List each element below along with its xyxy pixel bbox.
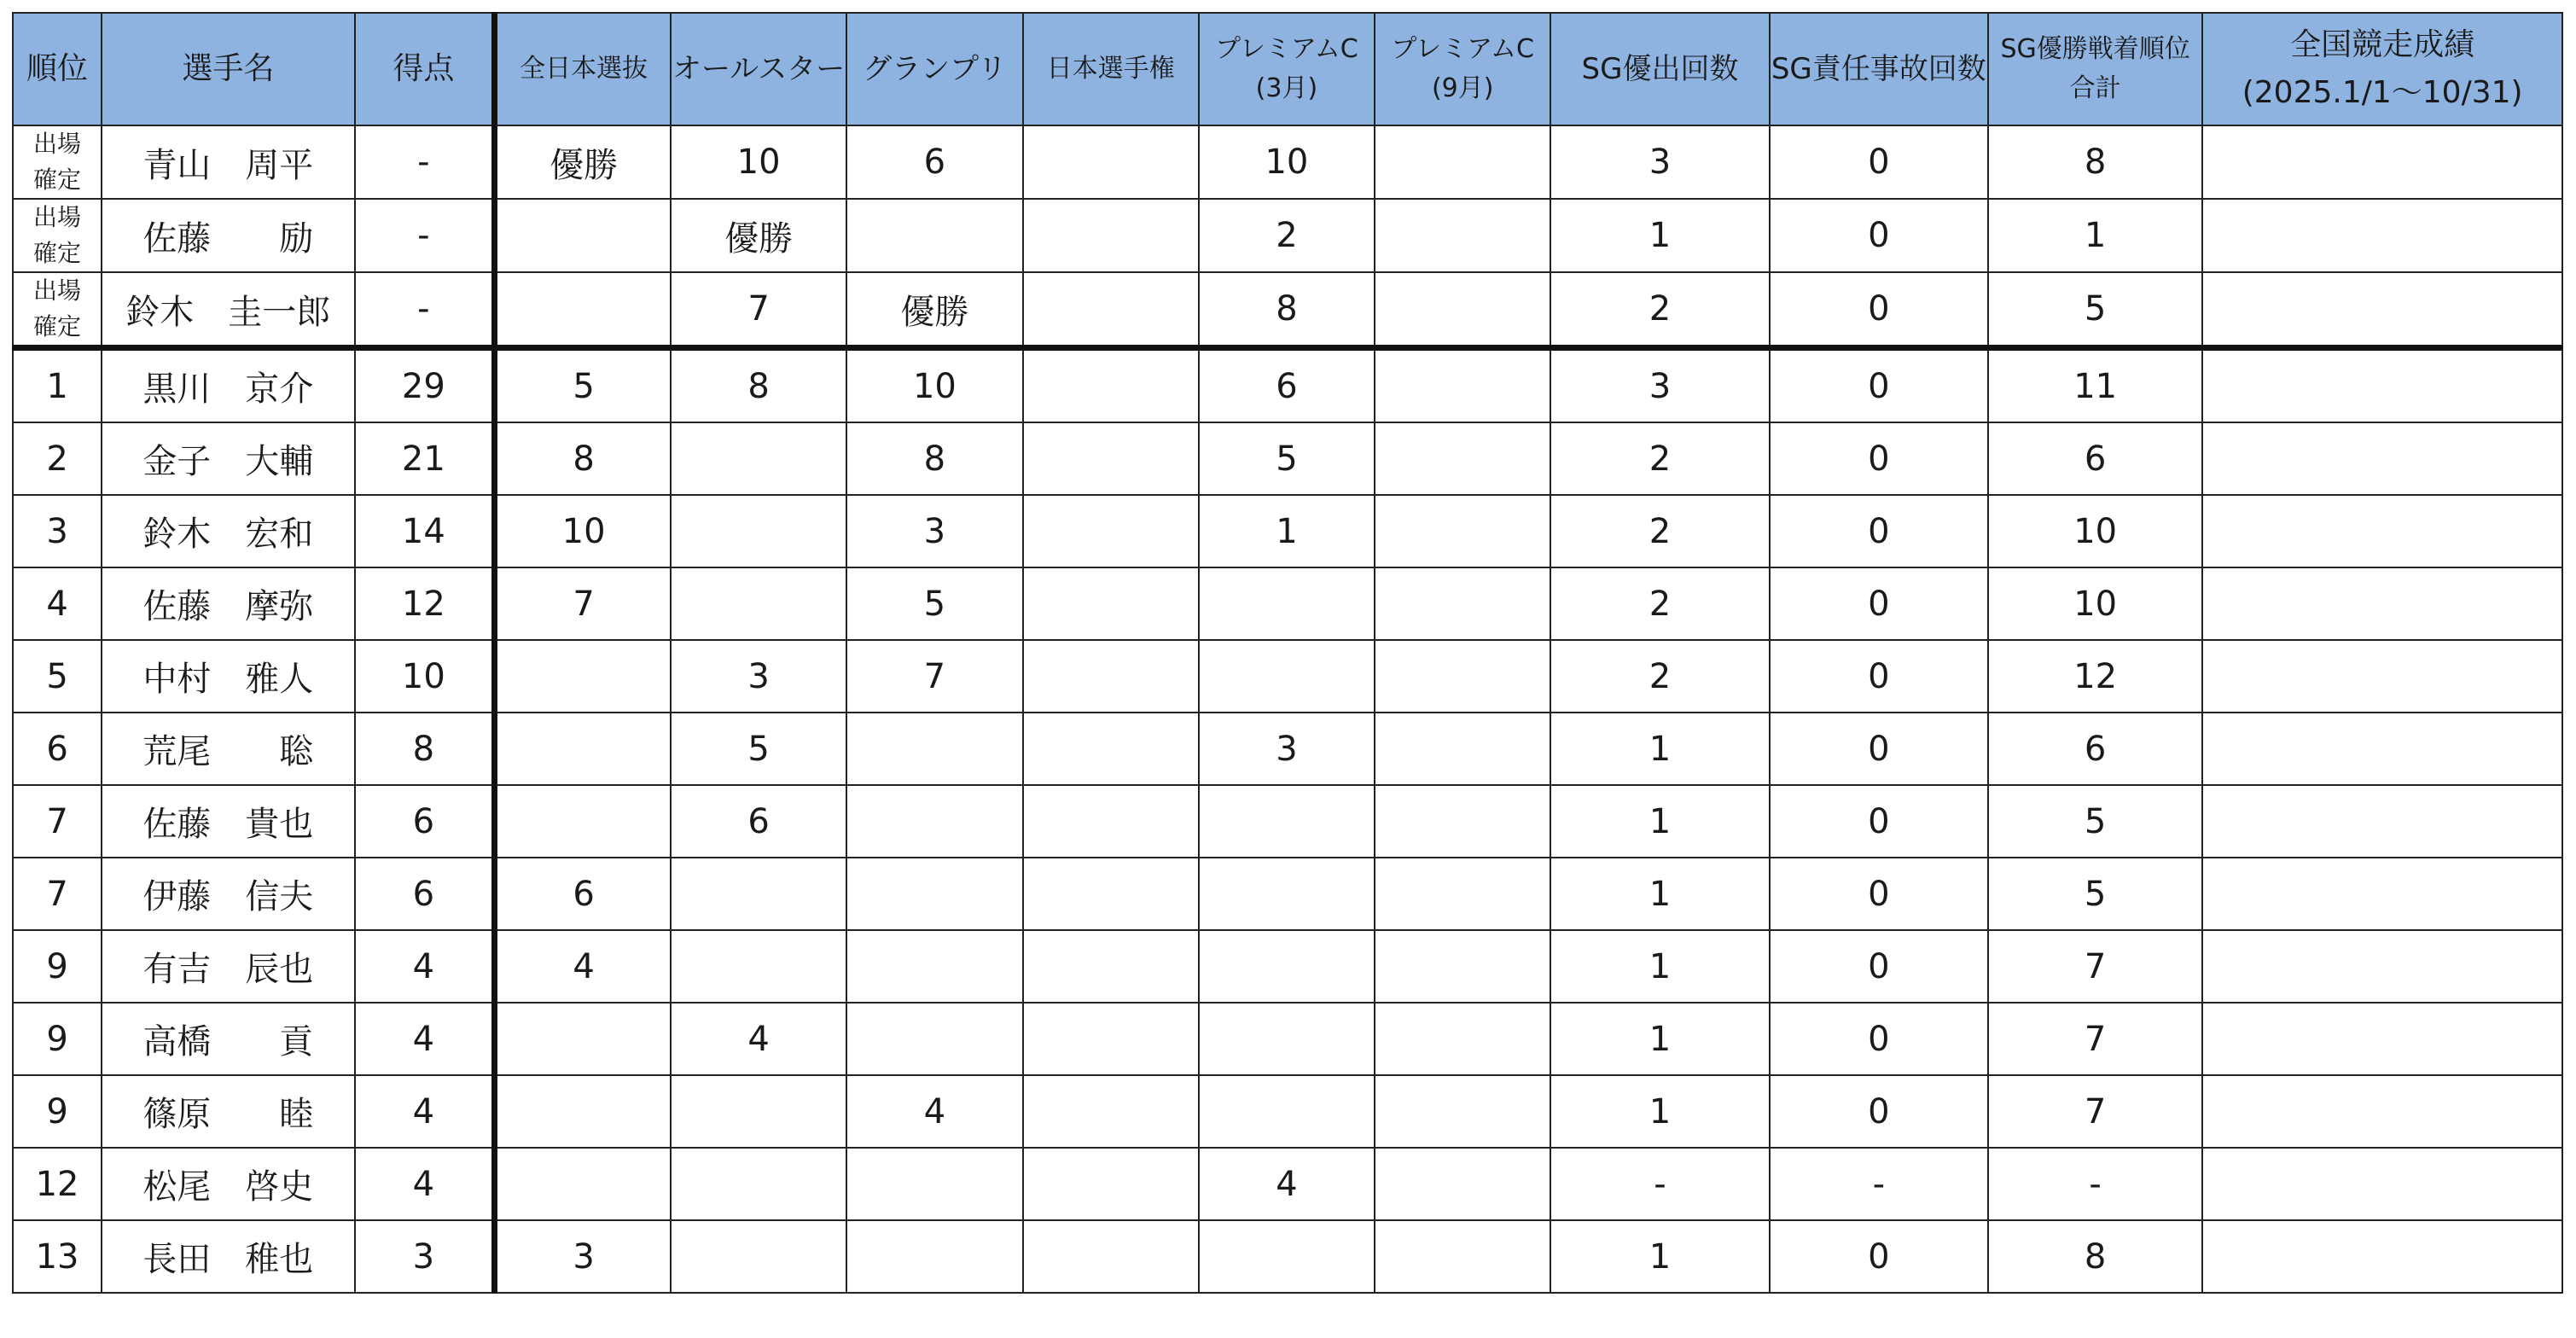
header-zennihon-senbatsu (495, 13, 671, 125)
premium-cup-march-cell (1199, 785, 1375, 858)
points-cell: 3 (355, 1220, 495, 1293)
header-label: 順位 (26, 51, 89, 86)
header-label: (3月) (1255, 73, 1318, 103)
nihon-senshuken-cell (1023, 930, 1199, 1003)
player-name-cell: 荒尾 聡 (102, 713, 354, 785)
national-record-cell (2202, 495, 2562, 567)
sg-final-rank-total-cell: 7 (1988, 930, 2202, 1003)
zennihon-senbatsu-cell: 4 (495, 930, 671, 1003)
header-label: オールスター (672, 52, 846, 86)
points-cell: 21 (355, 422, 495, 495)
nihon-senshuken-cell (1023, 199, 1199, 272)
national-record-cell (2202, 1220, 2562, 1293)
all-star-cell (671, 495, 846, 567)
header-label: (2025.1/1～10/31) (2242, 75, 2523, 110)
rank-cell: 7 (13, 858, 102, 930)
premium-cup-march-cell (1199, 1003, 1375, 1075)
premium-cup-september-cell (1375, 495, 1550, 567)
sg-finals-count-cell: 1 (1550, 930, 1769, 1003)
all-star-cell: 10 (671, 125, 846, 199)
player-name-cell: 伊藤 信夫 (102, 858, 354, 930)
rank-cell: 9 (13, 1075, 102, 1148)
all-star-cell (671, 567, 846, 640)
sg-finals-count-cell: 3 (1550, 348, 1769, 423)
premium-cup-march-cell (1199, 1075, 1375, 1148)
points-cell: 8 (355, 713, 495, 785)
sg-accident-count-cell: 0 (1770, 348, 1988, 423)
national-record-cell (2202, 713, 2562, 785)
grand-prix-cell (846, 858, 1022, 930)
premium-cup-september-cell (1375, 199, 1550, 272)
grand-prix-cell (846, 713, 1022, 785)
sg-accident-count-cell: 0 (1770, 495, 1988, 567)
header-label: SG責任事故回数 (1771, 52, 1986, 86)
national-record-cell (2202, 785, 2562, 858)
header-label: 全日本選抜 (520, 54, 648, 84)
premium-cup-march-cell: 2 (1199, 199, 1375, 272)
header-sg-final-rank-total (1988, 13, 2202, 125)
header-label: グランプリ (863, 52, 1007, 86)
premium-cup-september-cell (1375, 930, 1550, 1003)
header-nihon-senshuken (1023, 13, 1199, 125)
player-name-cell: 鈴木 圭一郎 (102, 272, 354, 348)
points-cell: 29 (355, 348, 495, 423)
header-label: 日本選手権 (1046, 54, 1175, 84)
sg-accident-count-cell: 0 (1770, 1075, 1988, 1148)
grand-prix-cell: 3 (846, 495, 1022, 567)
sg-accident-count-cell: 0 (1770, 567, 1988, 640)
ranked-player-row (13, 422, 2562, 495)
nihon-senshuken-cell (1023, 1148, 1199, 1220)
rank-cell: 2 (13, 422, 102, 495)
premium-cup-september-cell (1375, 567, 1550, 640)
national-record-cell (2202, 348, 2562, 423)
standings-table (12, 12, 2563, 1294)
ranked-player-row (13, 785, 2562, 858)
ranked-player-row (13, 348, 2562, 423)
premium-cup-march-cell: 8 (1199, 272, 1375, 348)
sg-finals-count-cell: 2 (1550, 272, 1769, 348)
nihon-senshuken-cell (1023, 858, 1199, 930)
player-name-cell: 松尾 啓史 (102, 1148, 354, 1220)
header-label: プレミアムC (1391, 34, 1535, 64)
zennihon-senbatsu-cell (495, 1003, 671, 1075)
sg-final-rank-total-cell: 5 (1988, 858, 2202, 930)
all-star-cell: 8 (671, 348, 846, 423)
sg-accident-count-cell: 0 (1770, 422, 1988, 495)
points-cell: - (355, 125, 495, 199)
nihon-senshuken-cell (1023, 348, 1199, 423)
player-name-cell: 青山 周平 (102, 125, 354, 199)
grand-prix-cell: 優勝 (846, 272, 1022, 348)
header-label: 選手名 (182, 51, 275, 86)
sg-accident-count-cell: 0 (1770, 272, 1988, 348)
national-record-cell (2202, 567, 2562, 640)
national-record-cell (2202, 422, 2562, 495)
national-record-cell (2202, 1075, 2562, 1148)
premium-cup-september-cell (1375, 1075, 1550, 1148)
points-cell: 4 (355, 1148, 495, 1220)
sg-accident-count-cell: 0 (1770, 858, 1988, 930)
zennihon-senbatsu-cell (495, 1075, 671, 1148)
premium-cup-september-cell (1375, 1220, 1550, 1293)
nihon-senshuken-cell (1023, 1075, 1199, 1148)
sg-finals-count-cell: 2 (1550, 422, 1769, 495)
sg-finals-count-cell: 1 (1550, 1075, 1769, 1148)
premium-cup-september-cell (1375, 1148, 1550, 1220)
all-star-cell (671, 858, 846, 930)
points-cell: 4 (355, 1003, 495, 1075)
zennihon-senbatsu-cell: 5 (495, 348, 671, 423)
grand-prix-cell (846, 1003, 1022, 1075)
points-cell: 12 (355, 567, 495, 640)
sg-accident-count-cell: 0 (1770, 125, 1988, 199)
header-sg-accident-count (1770, 13, 1988, 125)
player-name-cell: 佐藤 摩弥 (102, 567, 354, 640)
nihon-senshuken-cell (1023, 495, 1199, 567)
rank-cell: 12 (13, 1148, 102, 1220)
premium-cup-september-cell (1375, 348, 1550, 423)
player-name-cell: 黒川 京介 (102, 348, 354, 423)
zennihon-senbatsu-cell (495, 785, 671, 858)
header-points (355, 13, 495, 125)
ranked-player-row (13, 1003, 2562, 1075)
player-name-cell: 篠原 睦 (102, 1075, 354, 1148)
status-label: 出場 (33, 276, 82, 305)
sg-finals-count-cell: 2 (1550, 495, 1769, 567)
sg-final-rank-total-cell: 12 (1988, 640, 2202, 713)
all-star-cell: 優勝 (671, 199, 846, 272)
national-record-cell (2202, 1003, 2562, 1075)
all-star-cell (671, 1220, 846, 1293)
player-name-cell: 高橋 貢 (102, 1003, 354, 1075)
header-sg-finals-count (1550, 13, 1769, 125)
premium-cup-march-cell: 3 (1199, 713, 1375, 785)
sg-final-rank-total-cell: 10 (1988, 495, 2202, 567)
header-label: (9月) (1431, 73, 1494, 103)
player-name-cell: 鈴木 宏和 (102, 495, 354, 567)
points-cell: - (355, 199, 495, 272)
player-name-cell: 有吉 辰也 (102, 930, 354, 1003)
sg-finals-count-cell: 3 (1550, 125, 1769, 199)
status-label: 確定 (33, 166, 82, 194)
header-premium-cup-march (1199, 13, 1375, 125)
points-cell: 6 (355, 858, 495, 930)
zennihon-senbatsu-cell (495, 1148, 671, 1220)
header-grand-prix (846, 13, 1022, 125)
zennihon-senbatsu-cell (495, 713, 671, 785)
sg-final-rank-total-cell: 7 (1988, 1003, 2202, 1075)
premium-cup-september-cell (1375, 1003, 1550, 1075)
header-label: 全国競走成績 (2290, 27, 2475, 62)
header-label: 合計 (2069, 73, 2121, 103)
sg-finals-count-cell: 1 (1550, 785, 1769, 858)
sg-finals-count-cell: - (1550, 1148, 1769, 1220)
zennihon-senbatsu-cell: 10 (495, 495, 671, 567)
entry-confirmed-status-cell (13, 272, 102, 348)
sg-accident-count-cell: 0 (1770, 785, 1988, 858)
player-name-cell: 金子 大輔 (102, 422, 354, 495)
premium-cup-september-cell (1375, 422, 1550, 495)
confirmed-player-row (13, 272, 2562, 348)
rank-cell: 9 (13, 1003, 102, 1075)
premium-cup-march-cell: 1 (1199, 495, 1375, 567)
entry-confirmed-status-cell (13, 199, 102, 272)
rank-cell: 3 (13, 495, 102, 567)
status-label: 確定 (33, 312, 82, 340)
zennihon-senbatsu-cell: 優勝 (495, 125, 671, 199)
table-body (13, 125, 2562, 1293)
grand-prix-cell: 4 (846, 1075, 1022, 1148)
grand-prix-cell: 10 (846, 348, 1022, 423)
all-star-cell: 6 (671, 785, 846, 858)
all-star-cell: 5 (671, 713, 846, 785)
zennihon-senbatsu-cell: 3 (495, 1220, 671, 1293)
grand-prix-cell: 7 (846, 640, 1022, 713)
ranked-player-row (13, 930, 2562, 1003)
nihon-senshuken-cell (1023, 640, 1199, 713)
rank-cell: 7 (13, 785, 102, 858)
sg-finals-count-cell: 1 (1550, 1220, 1769, 1293)
ranked-player-row (13, 640, 2562, 713)
nihon-senshuken-cell (1023, 785, 1199, 858)
sg-final-rank-total-cell: 8 (1988, 125, 2202, 199)
premium-cup-march-cell: 10 (1199, 125, 1375, 199)
sg-finals-count-cell: 2 (1550, 567, 1769, 640)
zennihon-senbatsu-cell (495, 272, 671, 348)
nihon-senshuken-cell (1023, 1003, 1199, 1075)
player-name-cell: 佐藤 励 (102, 199, 354, 272)
all-star-cell (671, 1075, 846, 1148)
header-label: プレミアムC (1215, 34, 1358, 64)
premium-cup-september-cell (1375, 785, 1550, 858)
grand-prix-cell (846, 1148, 1022, 1220)
grand-prix-cell: 5 (846, 567, 1022, 640)
header-rank (13, 13, 102, 125)
sg-final-rank-total-cell: 5 (1988, 272, 2202, 348)
grand-prix-cell (846, 785, 1022, 858)
sg-final-rank-total-cell: 10 (1988, 567, 2202, 640)
player-name-cell: 佐藤 貴也 (102, 785, 354, 858)
header-row (13, 13, 2562, 125)
sg-accident-count-cell: 0 (1770, 930, 1988, 1003)
premium-cup-march-cell (1199, 567, 1375, 640)
sg-finals-count-cell: 2 (1550, 640, 1769, 713)
rank-cell: 1 (13, 348, 102, 423)
table-header (13, 13, 2562, 125)
premium-cup-september-cell (1375, 640, 1550, 713)
header-all-star (671, 13, 846, 125)
premium-cup-september-cell (1375, 272, 1550, 348)
ranked-player-row (13, 567, 2562, 640)
zennihon-senbatsu-cell: 7 (495, 567, 671, 640)
sg-accident-count-cell: 0 (1770, 1220, 1988, 1293)
grand-prix-cell: 8 (846, 422, 1022, 495)
sg-accident-count-cell: 0 (1770, 1003, 1988, 1075)
premium-cup-march-cell (1199, 1220, 1375, 1293)
all-star-cell: 4 (671, 1003, 846, 1075)
premium-cup-september-cell (1375, 713, 1550, 785)
sg-final-rank-total-cell: 5 (1988, 785, 2202, 858)
points-cell: 10 (355, 640, 495, 713)
confirmed-player-row (13, 199, 2562, 272)
sg-accident-count-cell: - (1770, 1148, 1988, 1220)
sg-finals-count-cell: 1 (1550, 858, 1769, 930)
zennihon-senbatsu-cell (495, 199, 671, 272)
header-player-name (102, 13, 354, 125)
header-premium-cup-september (1375, 13, 1550, 125)
national-record-cell (2202, 199, 2562, 272)
premium-cup-march-cell: 5 (1199, 422, 1375, 495)
premium-cup-september-cell (1375, 125, 1550, 199)
nihon-senshuken-cell (1023, 272, 1199, 348)
rank-cell: 13 (13, 1220, 102, 1293)
header-label: SG優出回数 (1581, 52, 1739, 86)
ranked-player-row (13, 495, 2562, 567)
sg-final-rank-total-cell: 11 (1988, 348, 2202, 423)
confirmed-player-row (13, 125, 2562, 199)
points-cell: 4 (355, 1075, 495, 1148)
grand-prix-cell (846, 1220, 1022, 1293)
zennihon-senbatsu-cell: 8 (495, 422, 671, 495)
player-name-cell: 長田 稚也 (102, 1220, 354, 1293)
grand-prix-cell: 6 (846, 125, 1022, 199)
status-label: 出場 (33, 203, 82, 231)
national-record-cell (2202, 930, 2562, 1003)
header-national-record (2202, 13, 2562, 125)
sg-accident-count-cell: 0 (1770, 199, 1988, 272)
grand-prix-cell (846, 930, 1022, 1003)
sg-accident-count-cell: 0 (1770, 640, 1988, 713)
sg-accident-count-cell: 0 (1770, 713, 1988, 785)
header-label: 得点 (393, 51, 455, 86)
sg-final-rank-total-cell: 6 (1988, 713, 2202, 785)
rank-cell: 5 (13, 640, 102, 713)
ranked-player-row (13, 713, 2562, 785)
rank-cell: 6 (13, 713, 102, 785)
sg-final-rank-total-cell: - (1988, 1148, 2202, 1220)
premium-cup-march-cell: 4 (1199, 1148, 1375, 1220)
all-star-cell (671, 1148, 846, 1220)
all-star-cell (671, 422, 846, 495)
national-record-cell (2202, 125, 2562, 199)
premium-cup-september-cell (1375, 858, 1550, 930)
zennihon-senbatsu-cell (495, 640, 671, 713)
nihon-senshuken-cell (1023, 422, 1199, 495)
national-record-cell (2202, 858, 2562, 930)
ranked-player-row (13, 1075, 2562, 1148)
points-cell: 6 (355, 785, 495, 858)
all-star-cell (671, 930, 846, 1003)
rank-cell: 9 (13, 930, 102, 1003)
standings-table-container (12, 12, 2563, 1294)
sg-final-rank-total-cell: 7 (1988, 1075, 2202, 1148)
sg-finals-count-cell: 1 (1550, 1003, 1769, 1075)
points-cell: 4 (355, 930, 495, 1003)
national-record-cell (2202, 272, 2562, 348)
premium-cup-march-cell (1199, 858, 1375, 930)
sg-finals-count-cell: 1 (1550, 713, 1769, 785)
ranked-player-row (13, 858, 2562, 930)
entry-confirmed-status-cell (13, 125, 102, 199)
nihon-senshuken-cell (1023, 125, 1199, 199)
ranked-player-row (13, 1148, 2562, 1220)
player-name-cell: 中村 雅人 (102, 640, 354, 713)
points-cell: - (355, 272, 495, 348)
header-label: SG優勝戦着順位 (2000, 34, 2190, 64)
premium-cup-march-cell: 6 (1199, 348, 1375, 423)
sg-final-rank-total-cell: 8 (1988, 1220, 2202, 1293)
points-cell: 14 (355, 495, 495, 567)
nihon-senshuken-cell (1023, 1220, 1199, 1293)
status-label: 確定 (33, 239, 82, 267)
rank-cell: 4 (13, 567, 102, 640)
all-star-cell: 7 (671, 272, 846, 348)
grand-prix-cell (846, 199, 1022, 272)
premium-cup-march-cell (1199, 930, 1375, 1003)
sg-final-rank-total-cell: 6 (1988, 422, 2202, 495)
ranked-player-row (13, 1220, 2562, 1293)
premium-cup-march-cell (1199, 640, 1375, 713)
nihon-senshuken-cell (1023, 567, 1199, 640)
sg-final-rank-total-cell: 1 (1988, 199, 2202, 272)
zennihon-senbatsu-cell: 6 (495, 858, 671, 930)
sg-finals-count-cell: 1 (1550, 199, 1769, 272)
national-record-cell (2202, 1148, 2562, 1220)
all-star-cell: 3 (671, 640, 846, 713)
nihon-senshuken-cell (1023, 713, 1199, 785)
status-label: 出場 (33, 130, 82, 158)
national-record-cell (2202, 640, 2562, 713)
